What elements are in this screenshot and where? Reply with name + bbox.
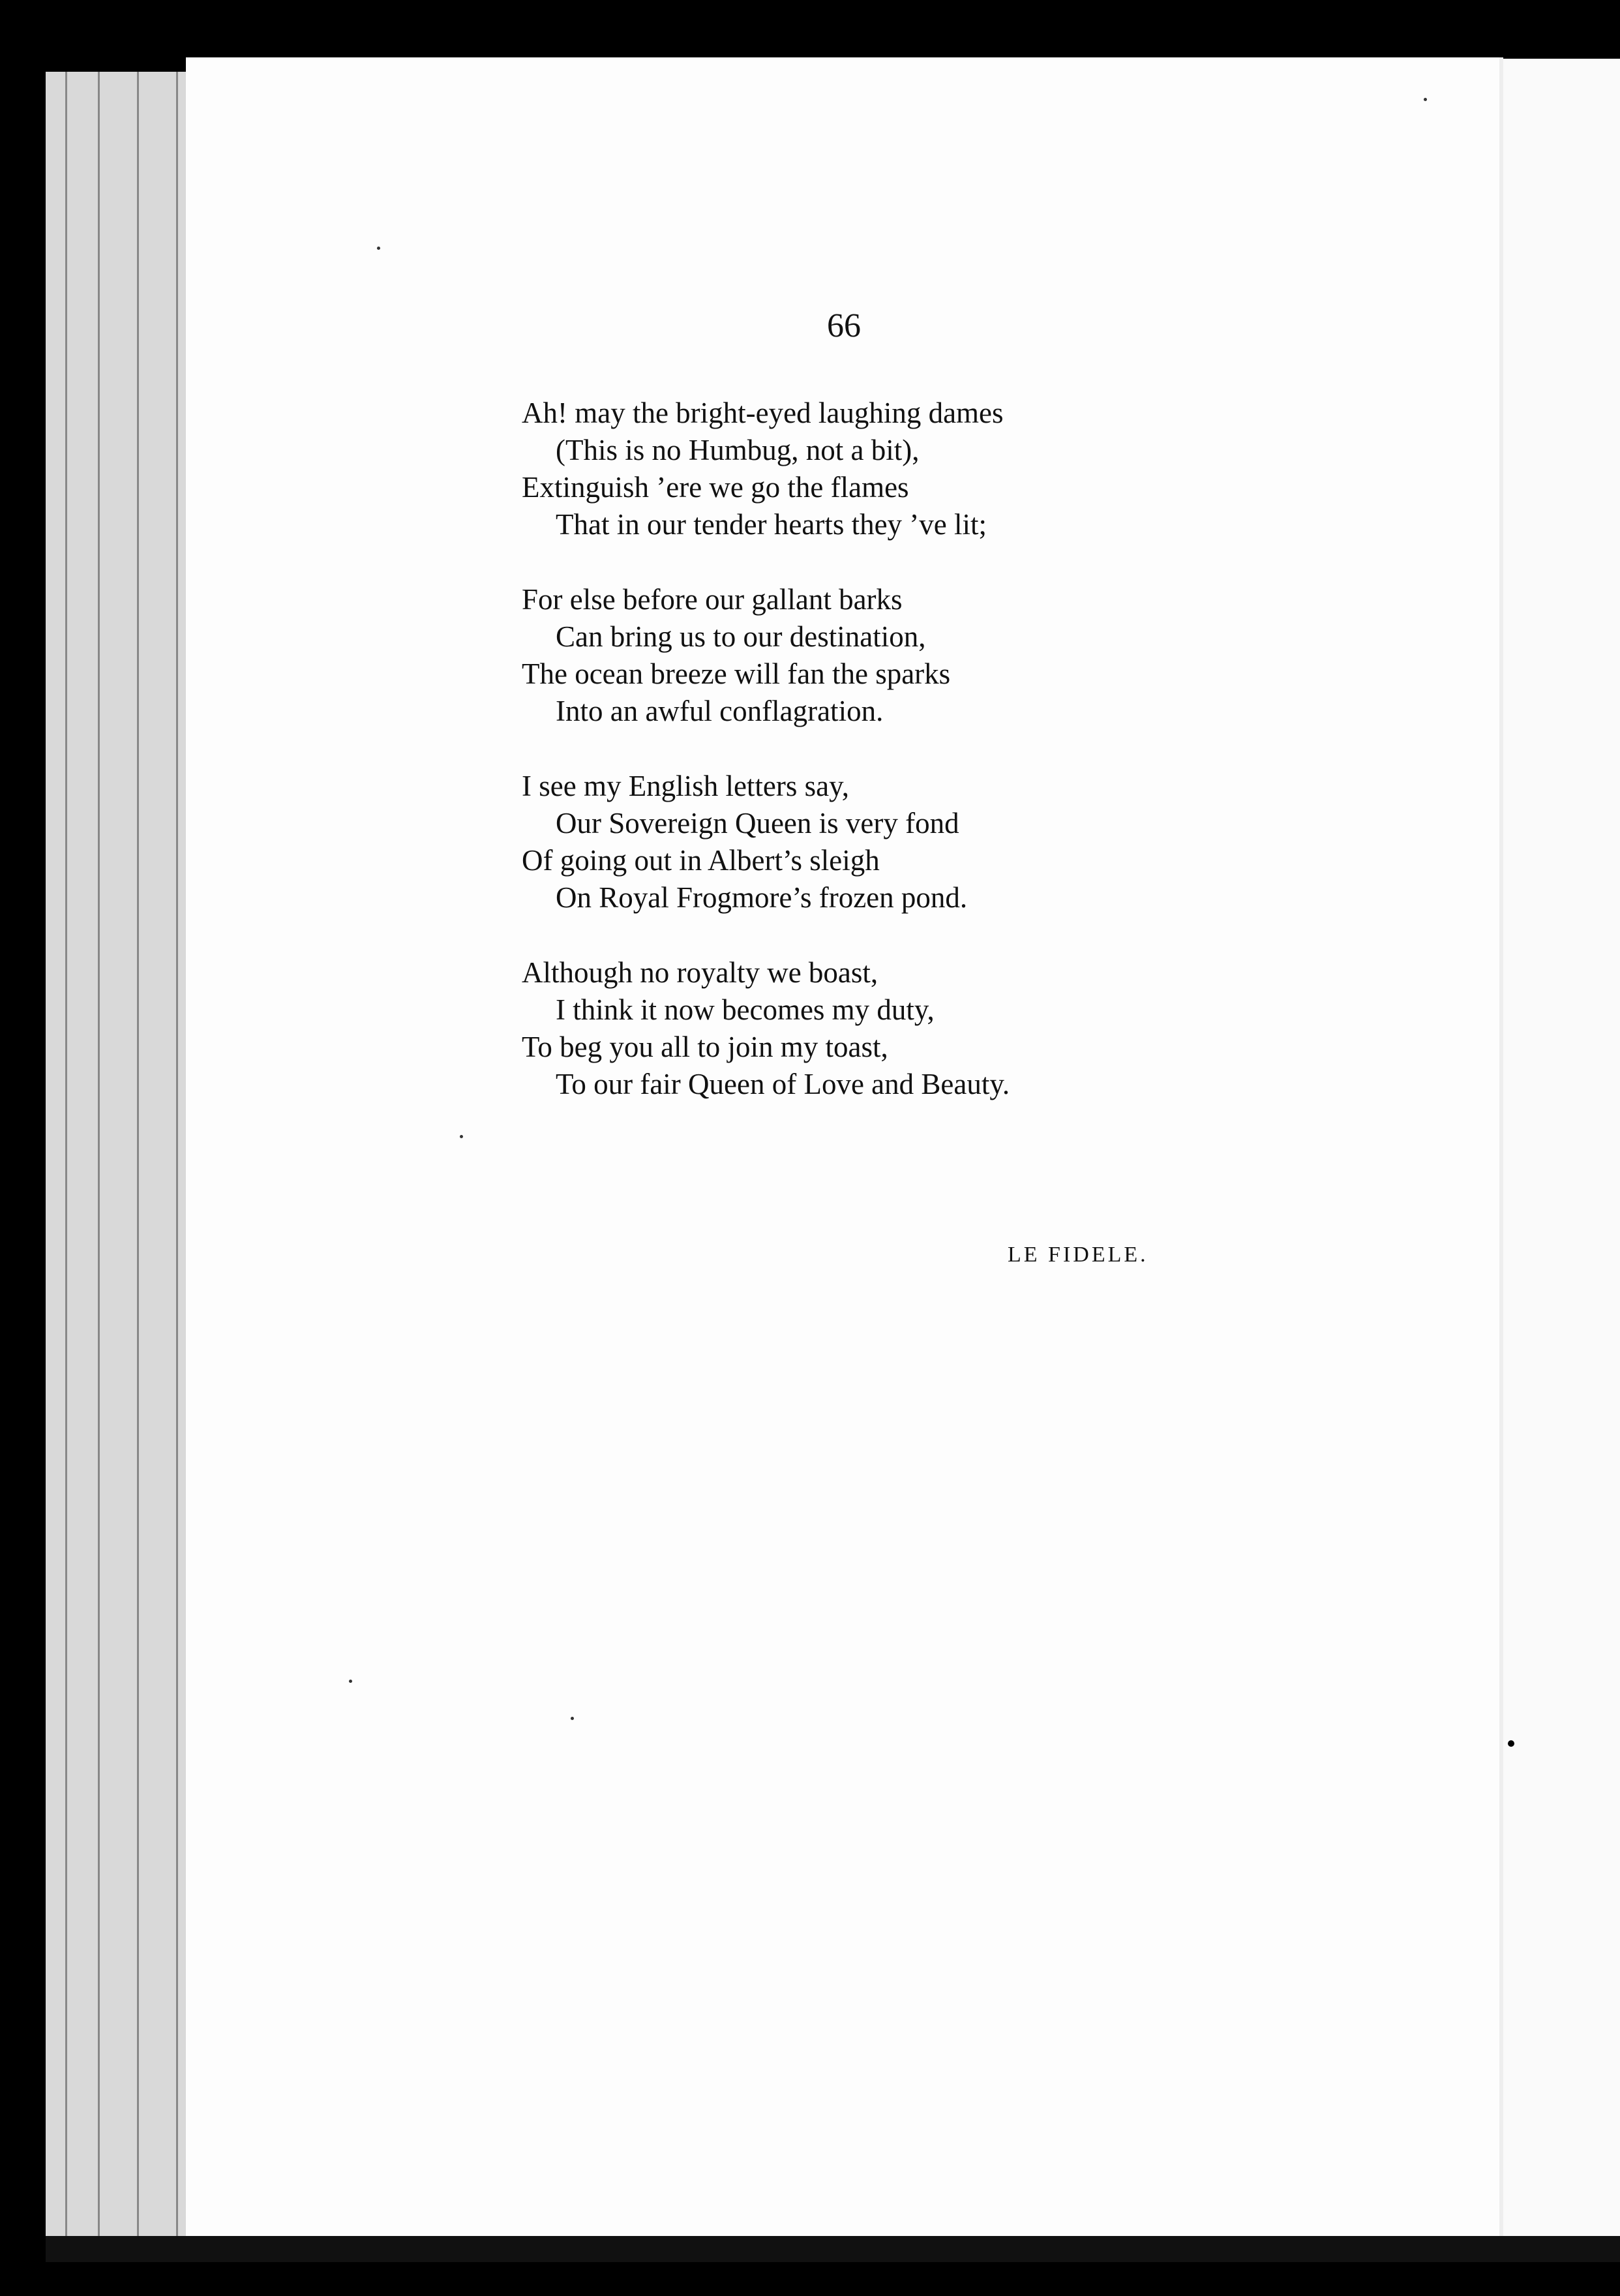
poem-line: On Royal Frogmore’s frozen pond. bbox=[556, 881, 968, 914]
poem-line: Ah! may the bright-eyed laughing dames bbox=[522, 397, 1004, 429]
poem-stanza bbox=[522, 395, 1174, 543]
poem-line: Our Sovereign Queen is very fond bbox=[556, 807, 959, 839]
poem-line: Of going out in Albert’s sleigh bbox=[522, 844, 880, 877]
poem-line: (This is no Humbug, not a bit), bbox=[556, 434, 920, 466]
poem-line: I see my English letters say, bbox=[522, 770, 849, 802]
left-page-edges bbox=[46, 72, 196, 2237]
book-page bbox=[186, 57, 1503, 2236]
poem-stanza bbox=[522, 954, 1174, 1103]
poem-line: For else before our gallant barks bbox=[522, 583, 903, 616]
poem bbox=[522, 395, 1174, 1141]
paper-speck bbox=[460, 1135, 463, 1138]
poem-line: Although no royalty we boast, bbox=[522, 956, 878, 989]
paper-speck bbox=[1424, 98, 1427, 101]
poem-stanza bbox=[522, 768, 1174, 916]
poem-line: I think it now becomes my duty, bbox=[556, 993, 935, 1026]
paper-speck bbox=[571, 1717, 574, 1720]
poem-stanza bbox=[522, 581, 1174, 730]
poem-signature: LE FIDELE. bbox=[1008, 1243, 1148, 1267]
facing-page-edge bbox=[1503, 59, 1620, 2237]
paper-speck bbox=[349, 1680, 352, 1683]
page-number: 66 bbox=[827, 307, 861, 344]
paper-speck bbox=[377, 247, 380, 250]
poem-line: Extinguish ’ere we go the flames bbox=[522, 471, 909, 504]
poem-line: Can bring us to our destination, bbox=[556, 620, 926, 653]
poem-line: Into an awful conflagration. bbox=[556, 695, 884, 727]
poem-line: To beg you all to join my toast, bbox=[522, 1031, 888, 1063]
poem-line: That in our tender hearts they ’ve lit; bbox=[556, 508, 987, 541]
paper-speck bbox=[1508, 1740, 1514, 1747]
bottom-shadow bbox=[46, 2236, 1620, 2262]
poem-line: The ocean breeze will fan the sparks bbox=[522, 657, 951, 690]
poem-line: To our fair Queen of Love and Beauty. bbox=[556, 1068, 1010, 1100]
